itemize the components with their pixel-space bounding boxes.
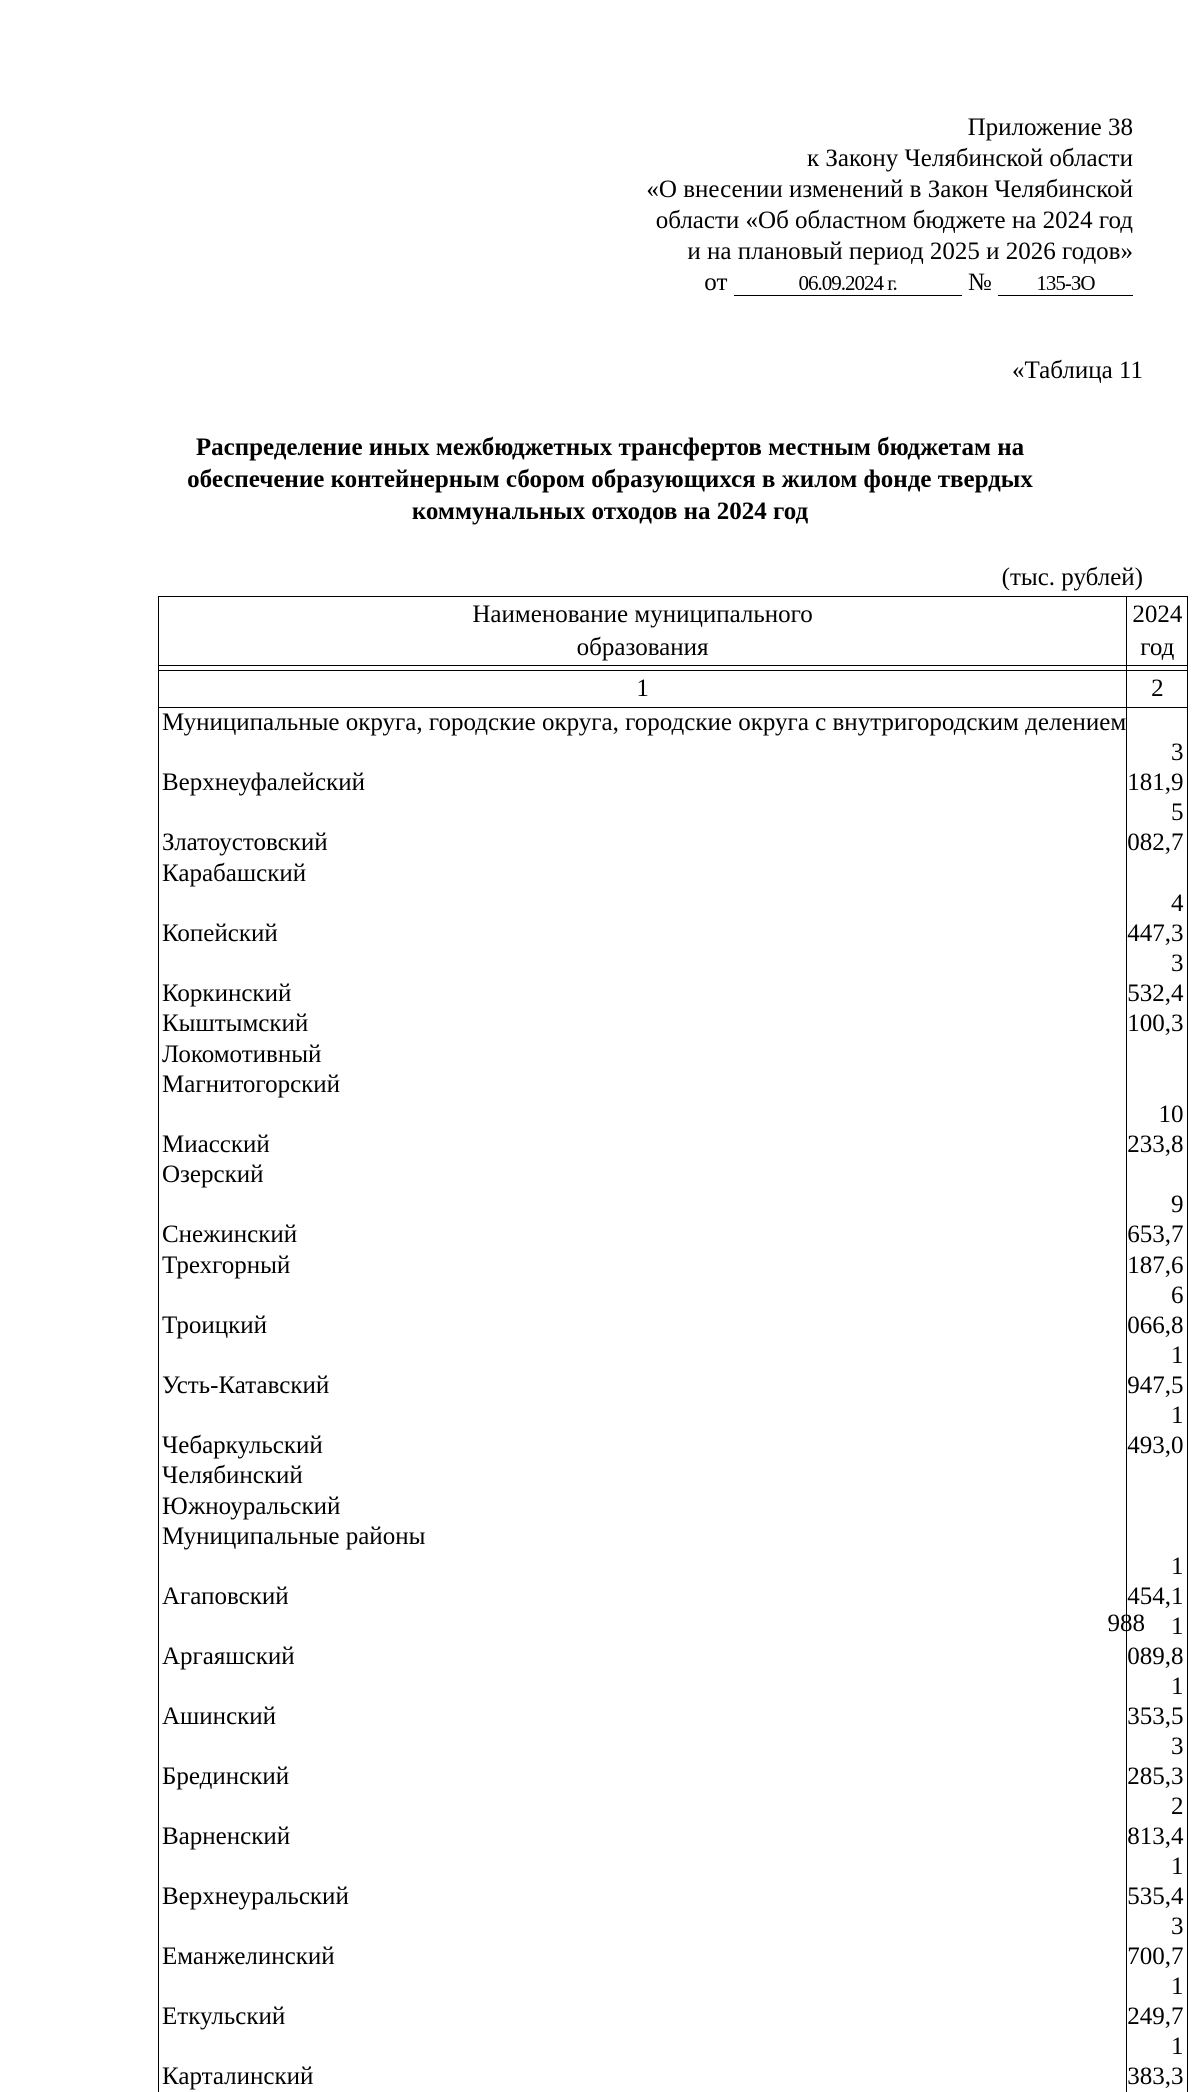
- section-name: Муниципальные районы: [159, 1522, 1127, 1552]
- title-line: обеспечение контейнерным сбором образующихся в жилом фонде твердых: [187, 466, 1033, 493]
- table-row: [159, 1281, 1188, 1341]
- header-line: к Закону Челябинской области: [807, 145, 1133, 172]
- table-row: [159, 1100, 1188, 1160]
- transfer-amount: 1 493,0: [1127, 1401, 1188, 1461]
- transfer-amount: [1127, 1461, 1188, 1491]
- table-row: [159, 889, 1188, 949]
- table-row: [159, 738, 1188, 798]
- title-line: Распределение иных межбюджетных трансфертов местным бюджетам на: [195, 434, 1025, 461]
- transfer-amount: 3 181,9: [1127, 738, 1188, 798]
- table-row: [159, 1039, 1188, 1069]
- municipality-name: Усть-Катавский: [159, 1341, 1127, 1401]
- transfer-amount: 5 082,7: [1127, 798, 1188, 858]
- table-row: [159, 1160, 1188, 1190]
- column-number-2: 2: [1127, 671, 1188, 708]
- municipality-name: Чебаркульский: [159, 1401, 1127, 1461]
- transfer-amount: 187,6: [1127, 1250, 1188, 1280]
- transfer-amount: 1 947,5: [1127, 1341, 1188, 1401]
- law-number: 135-ЗО: [998, 271, 1133, 296]
- column-header-year: 2024 год: [1127, 597, 1188, 666]
- table-row: [159, 798, 1188, 858]
- municipality-name: Кыштымский: [159, 1009, 1127, 1039]
- municipality-name: Локомотивный: [159, 1039, 1127, 1069]
- municipality-name: Снежинский: [159, 1190, 1127, 1250]
- transfer-amount: 2 813,4: [1127, 1792, 1188, 1852]
- municipality-name: Магнитогорский: [159, 1070, 1127, 1100]
- table-section-row: [159, 1522, 1188, 1552]
- municipality-name: Южноуральский: [159, 1491, 1127, 1521]
- table-row: [159, 1672, 1188, 1732]
- transfer-amount: 1 353,5: [1127, 1672, 1188, 1732]
- table-row: [159, 1341, 1188, 1401]
- table-row: [159, 1792, 1188, 1852]
- transfer-amount: 1 383,3: [1127, 2032, 1188, 2092]
- transfer-amount: 3 532,4: [1127, 949, 1188, 1009]
- municipality-name: Верхнеуральский: [159, 1852, 1127, 1912]
- from-label: от: [704, 269, 728, 296]
- transfer-amount: 4 447,3: [1127, 889, 1188, 949]
- table-row: [159, 1732, 1188, 1792]
- municipality-name: Карталинский: [159, 2032, 1127, 2092]
- appendix-header: [646, 112, 1133, 298]
- table-row: [159, 949, 1188, 1009]
- municipality-name: Златоустовский: [159, 798, 1127, 858]
- municipality-name: Коркинский: [159, 949, 1127, 1009]
- table-row: [159, 1552, 1188, 1612]
- table-row: [159, 1612, 1188, 1672]
- municipality-name: Троицкий: [159, 1281, 1127, 1341]
- transfer-amount: 100,3: [1127, 1009, 1188, 1039]
- transfer-amount: 1 249,7: [1127, 1972, 1188, 2032]
- municipality-name: Брединский: [159, 1732, 1127, 1792]
- transfer-amount: [1127, 1160, 1188, 1190]
- table-row: [159, 1852, 1188, 1912]
- municipality-name: Озерский: [159, 1160, 1127, 1190]
- municipality-name: Челябинский: [159, 1461, 1127, 1491]
- municipality-name: Копейский: [159, 889, 1127, 949]
- municipality-name: Еткульский: [159, 1972, 1127, 2032]
- page-number: 988: [1107, 1610, 1145, 1637]
- transfer-amount: 3 700,7: [1127, 1912, 1188, 1972]
- table-header-row: [159, 597, 1188, 666]
- table-row: [159, 1972, 1188, 2032]
- column-header-municipality: Наименование муниципального образования: [159, 597, 1127, 666]
- transfer-amount: [1127, 1070, 1188, 1100]
- municipality-name: Агаповский: [159, 1552, 1127, 1612]
- title-line: коммунальных отходов на 2024 год: [411, 498, 809, 525]
- transfer-amount: 6 066,8: [1127, 1281, 1188, 1341]
- column-number-1: 1: [159, 671, 1127, 708]
- header-line: и на плановый период 2025 и 2026 годов»: [687, 238, 1133, 265]
- municipality-name: Карабашский: [159, 858, 1127, 888]
- units-label: (тыс. рублей): [1001, 564, 1143, 591]
- table-row: [159, 858, 1188, 888]
- document-title: [160, 432, 1060, 528]
- table-row: [159, 1250, 1188, 1280]
- table-section-row: [159, 708, 1188, 739]
- municipality-name: Еманжелинский: [159, 1912, 1127, 1972]
- table-row: [159, 1070, 1188, 1100]
- transfer-amount: [1127, 1522, 1188, 1552]
- header-line: «О внесении изменений в Закон Челябинской: [646, 176, 1133, 203]
- table-number: «Таблица 11: [1012, 357, 1143, 384]
- municipality-name: Верхнеуфалейский: [159, 738, 1127, 798]
- municipality-name: Миасский: [159, 1100, 1127, 1160]
- number-label: №: [967, 269, 992, 296]
- transfer-amount: 3 285,3: [1127, 1732, 1188, 1792]
- transfer-amount: [1127, 858, 1188, 888]
- municipality-name: Аргаяшский: [159, 1612, 1127, 1672]
- column-number-row: [159, 671, 1188, 708]
- table-row: [159, 2032, 1188, 2092]
- section-name: Муниципальные округа, городские округа, городские округа с внутригородским делением: [159, 708, 1127, 739]
- transfer-amount: [1127, 1491, 1188, 1521]
- municipality-name: Варненский: [159, 1792, 1127, 1852]
- transfer-amount: 1 454,1: [1127, 1552, 1188, 1612]
- table-row: [159, 1190, 1188, 1250]
- transfer-amount: [1127, 1039, 1188, 1069]
- table-row: [159, 1009, 1188, 1039]
- table-row: [159, 1461, 1188, 1491]
- transfer-amount: 10 233,8: [1127, 1100, 1188, 1160]
- table-row: [159, 1912, 1188, 1972]
- table-row: [159, 1401, 1188, 1461]
- law-date-number-line: [646, 267, 1133, 298]
- transfer-amount: 1 089,8: [1127, 1612, 1188, 1672]
- header-line: области «Об областном бюджете на 2024 год: [655, 207, 1133, 234]
- transfers-table: [158, 596, 1188, 2092]
- table-row: [159, 1491, 1188, 1521]
- transfer-amount: 9 653,7: [1127, 1190, 1188, 1250]
- municipality-name: Ашинский: [159, 1672, 1127, 1732]
- transfer-amount: [1127, 708, 1188, 739]
- transfer-amount: 1 535,4: [1127, 1852, 1188, 1912]
- header-line: Приложение 38: [967, 114, 1133, 141]
- law-date: 06.09.2024 г.: [734, 271, 962, 296]
- municipality-name: Трехгорный: [159, 1250, 1127, 1280]
